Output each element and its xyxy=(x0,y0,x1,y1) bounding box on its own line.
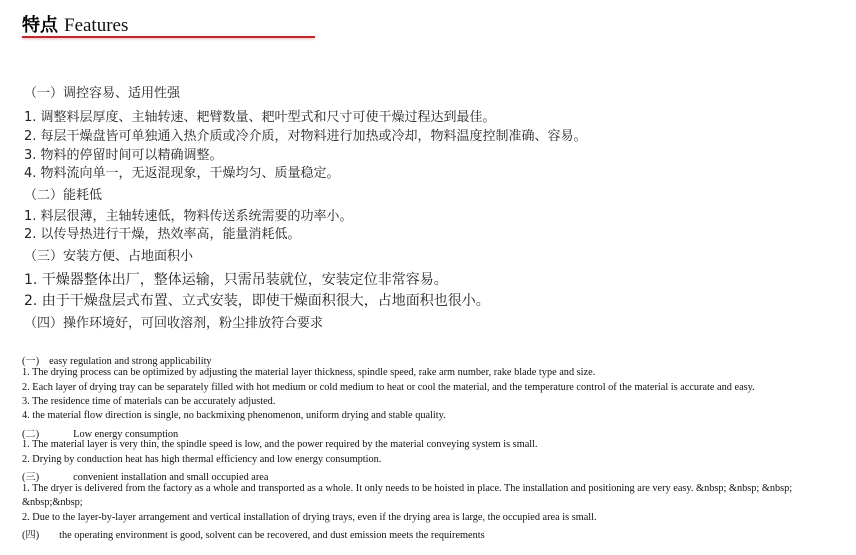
zh-section-3-title: （三）安装方便、占地面积小 xyxy=(24,249,194,264)
en-s1-num: (一) xyxy=(22,356,40,367)
zh-section-1-title: （一）调控容易、适用性强 xyxy=(24,86,181,101)
en-s3-item-continued: &nbsp;&nbsp; xyxy=(22,497,83,508)
en-s1-title: easy regulation and strong applicability xyxy=(49,356,212,367)
en-s3-item: 2. Due to the layer-by-layer arrangement and vertical installation of drying trays, even if the drying area is large, the occupied area is small. xyxy=(22,512,597,523)
zh-s1-item: 1. 调整料层厚度、主轴转速、耙臂数量、耙叶型式和尺寸可使干燥过程达到最佳。 xyxy=(24,110,496,125)
zh-s3-item: 2. 由于干燥盘层式布置、立式安装，即使干燥面积很大，占地面积也很小。 xyxy=(24,293,490,309)
zh-section-4-title: （四）操作环境好，可回收溶剂，粉尘排放符合要求 xyxy=(24,316,324,331)
en-section-3-title xyxy=(22,468,268,483)
en-s2-item: 1. The material layer is very thin, the spindle speed is low, and the power required by the material conveying system is small. xyxy=(22,439,538,450)
zh-section-2-title: （二）能耗低 xyxy=(24,188,103,203)
zh-s2-item: 1. 料层很薄，主轴转速低，物料传送系统需要的功率小。 xyxy=(24,209,353,224)
en-section-4-title xyxy=(22,526,485,541)
header-underline xyxy=(22,36,315,38)
zh-s3-item: 1. 干燥器整体出厂，整体运输，只需吊装就位，安装定位非常容易。 xyxy=(24,272,448,288)
en-s2-num: (二) xyxy=(22,429,40,440)
en-s3-num: (三) xyxy=(22,472,40,483)
en-s1-item: 4. the material flow direction is single, no backmixing phenomenon, uniform drying and stable quality. xyxy=(22,410,446,421)
en-s1-item: 1. The drying process can be optimized by adjusting the material layer thickness, spindle speed, rake arm number, rake blade type and size. xyxy=(22,367,596,378)
en-s2-title: Low energy consumption xyxy=(73,429,179,440)
en-section-1-title xyxy=(22,352,212,367)
en-s1-item: 2. Each layer of drying tray can be separately filled with hot medium or cold medium to heat or cool the material, and the temperature control of the material is accurate and easy. xyxy=(22,382,755,393)
title-en: Features xyxy=(64,15,129,36)
en-s3-title: convenient installation and small occupied area xyxy=(73,472,269,483)
en-s4-num: (四) xyxy=(22,530,40,541)
zh-s1-item: 2. 每层干燥盘皆可单独通入热介质或冷介质，对物料进行加热或冷却，物料温度控制准确、容易。 xyxy=(24,129,587,144)
en-s4-title: the operating environment is good, solvent can be recovered, and dust emission meets the requirements xyxy=(59,530,485,541)
title-zh: 特点 xyxy=(22,15,58,36)
zh-s1-item: 3. 物料的停留时间可以精确调整。 xyxy=(24,148,223,163)
en-s3-item: 1. The dryer is delivered from the factory as a whole and transported as a whole. It only needs to be hoisted in place. The installation and positioning are very easy. &nbsp; &nbsp; &nbsp; xyxy=(22,483,793,494)
en-s2-item: 2. Drying by conduction heat has high thermal efficiency and low energy consumption. xyxy=(22,454,382,465)
zh-s1-item: 4. 物料流向单一，无返混现象，干燥均匀、质量稳定。 xyxy=(24,166,340,181)
zh-s2-item: 2. 以传导热进行干燥，热效率高，能量消耗低。 xyxy=(24,227,301,242)
en-s1-item: 3. The residence time of materials can be accurately adjusted. xyxy=(22,396,276,407)
page-header xyxy=(22,11,128,37)
en-section-2-title xyxy=(22,425,178,440)
